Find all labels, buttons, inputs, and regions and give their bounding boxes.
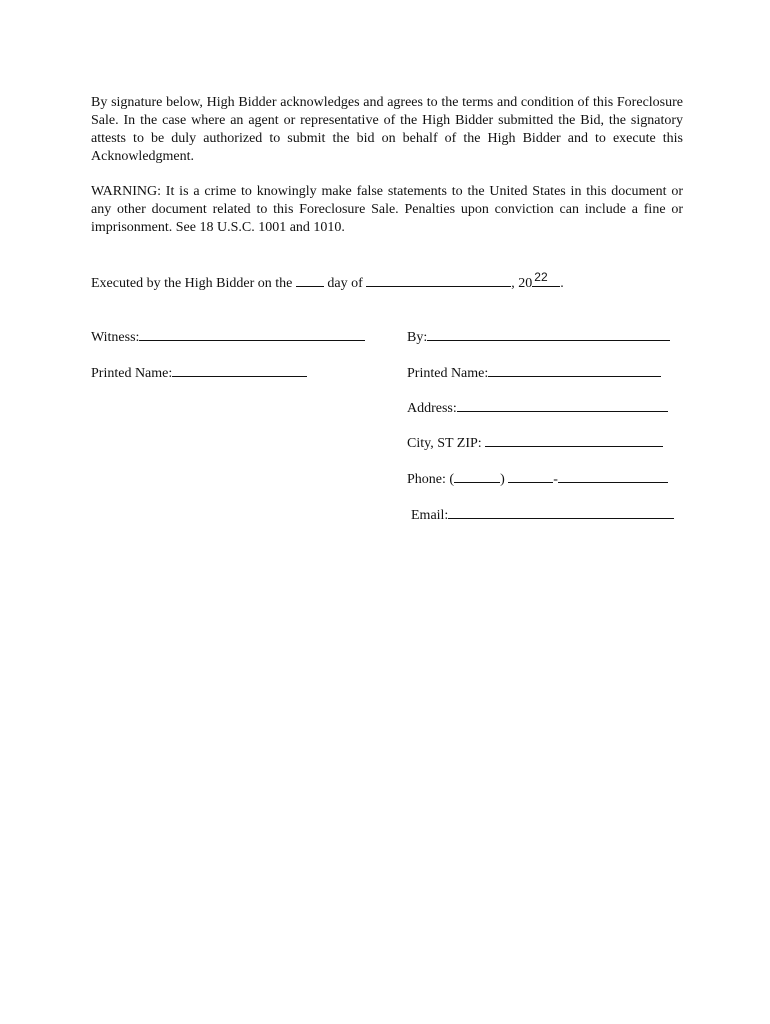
right-printed-name-field[interactable] xyxy=(488,362,661,377)
by-label: By: xyxy=(407,330,428,345)
city-label: City, ST ZIP: xyxy=(407,436,482,451)
by-line xyxy=(407,326,670,347)
year-prefix: , 20 xyxy=(511,276,533,291)
address-label: Address: xyxy=(407,401,457,416)
by-signature-field[interactable] xyxy=(427,326,670,341)
address-line xyxy=(407,397,668,418)
phone-prefix-field[interactable] xyxy=(508,468,553,483)
left-printed-name-label: Printed Name: xyxy=(91,366,173,381)
warning-paragraph: WARNING: It is a crime to knowingly make false statements to the United States in this document or any other document related to this Foreclosure Sale. Penalties upon conviction can include a fine or imprisonment. See 18 U.S.C. 1001 and 1010. xyxy=(91,184,683,235)
executed-suffix: . xyxy=(560,276,564,291)
year-field[interactable] xyxy=(532,272,560,287)
witness-line xyxy=(91,326,365,347)
address-field[interactable] xyxy=(457,397,668,412)
phone-line xyxy=(407,468,668,489)
executed-line xyxy=(91,272,564,293)
day-number-field[interactable] xyxy=(296,272,324,287)
day-of-label: day of xyxy=(327,276,363,291)
left-printed-name-field[interactable] xyxy=(172,362,307,377)
phone-dash: - xyxy=(553,472,558,487)
month-field[interactable] xyxy=(366,272,511,287)
right-printed-name-line xyxy=(407,362,661,383)
phone-number-field[interactable] xyxy=(558,468,668,483)
right-printed-name-label: Printed Name: xyxy=(407,366,489,381)
witness-signature-field[interactable] xyxy=(139,326,365,341)
email-line xyxy=(411,504,674,525)
phone-close-paren: ) xyxy=(500,472,505,487)
email-label: Email: xyxy=(411,508,449,523)
witness-label: Witness: xyxy=(91,330,140,345)
email-field[interactable] xyxy=(448,504,674,519)
executed-prefix: Executed by the High Bidder on the xyxy=(91,276,293,291)
acknowledgment-paragraph: By signature below, High Bidder acknowledges and agrees to the terms and condition of this Foreclosure Sale. In the case where an agent or representative of the High Bidder submitted the Bid, the signatory attests to be duly authorized to submit the bid on behalf of the High Bidder and to execute this Acknowledgment. xyxy=(91,95,683,164)
phone-area-code-field[interactable] xyxy=(454,468,500,483)
left-printed-name-line xyxy=(91,362,307,383)
phone-label: Phone: ( xyxy=(407,472,455,487)
year-value: 22 xyxy=(534,270,548,284)
city-field[interactable] xyxy=(485,432,663,447)
city-line xyxy=(407,432,663,453)
